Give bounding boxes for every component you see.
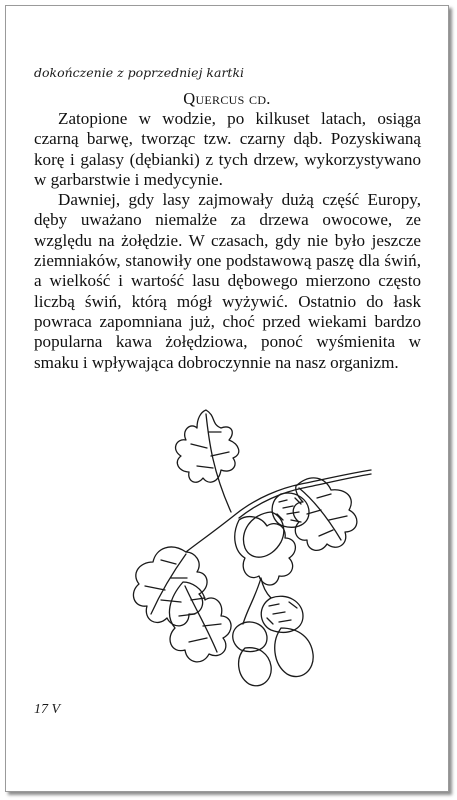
leaf-right-vein bbox=[299, 488, 347, 540]
acorn-nut-lower bbox=[275, 628, 313, 677]
acorn-cup-upper bbox=[272, 493, 309, 527]
leaf-top-vein bbox=[191, 414, 231, 512]
paragraph-2: Dawniej, gdy lasy zajmowały dużą część Europy, dęby uważano niemalże za drzewa owocowe, ze względu na żołędzie. W czasach, gdy nie było jeszcze ziemniaków, stanowiły one podstawową paszę dla świń, a wielkość i wartość lasu dębowego mierzono często liczbą świń, którą mógł wyżywić. Ostatnio do łask powraca zapomniana już, choć przed wiekami bardzo popularna kawa żołędziowa, ponoć wyśmienita w smaku i wpływająca dobroczynnie na nasz organizm. bbox=[34, 190, 421, 372]
folio: 17 V bbox=[34, 702, 61, 717]
acorn-cup-lower bbox=[261, 596, 303, 632]
acorn-cup-lower-texture bbox=[267, 602, 297, 624]
page-title: Quercus cd. bbox=[183, 89, 271, 108]
twig bbox=[186, 470, 371, 552]
oak-branch-illustration bbox=[121, 402, 383, 702]
document-page bbox=[5, 5, 449, 792]
leaf-right bbox=[293, 478, 357, 551]
acorn-nut-upper bbox=[243, 512, 283, 557]
acorn-nut-second bbox=[239, 648, 272, 686]
continuation-note: dokończenie z poprzedniej kartki bbox=[34, 65, 245, 80]
paragraph-1: Zatopione w wodzie, po kilkuset latach, osiąga czarną barwę, tworząc tzw. czarny dąb. Pozyskiwaną korę i galasy (dębianki) z tych drzew, wykorzystywano w garbarstwie i medycynie. bbox=[34, 109, 421, 189]
body-text bbox=[34, 109, 421, 373]
